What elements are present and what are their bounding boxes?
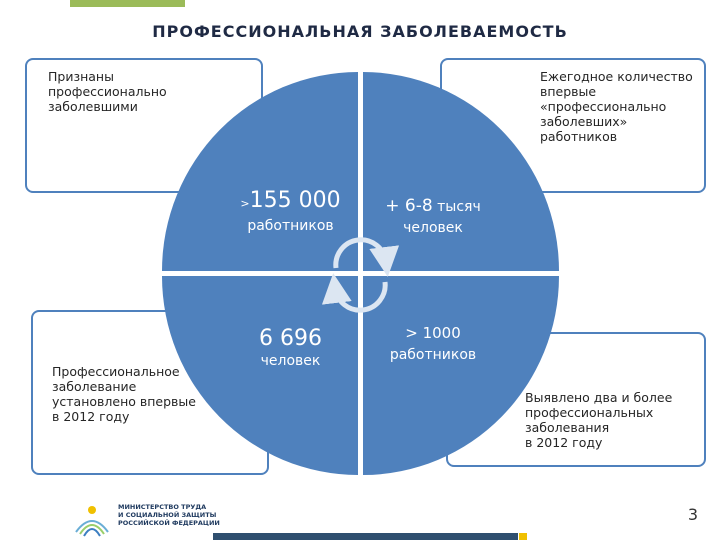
quadrant-bottom-right-text <box>368 320 498 364</box>
quadrant-bottom-left-text <box>228 326 353 370</box>
quadrant-top-right-unit: человек <box>403 220 463 236</box>
quadrant-top-right-text <box>368 192 498 237</box>
ministry-logo-text: МИНИСТЕРСТВО ТРУДА И СОЦИАЛЬНОЙ ЗАЩИТЫ РОССИЙСКОЙ ФЕДЕРАЦИИ <box>118 503 220 527</box>
quadrant-top-left <box>162 72 358 271</box>
bottom-accent-bar <box>519 533 527 540</box>
divider-vertical <box>358 60 363 480</box>
quadrant-bottom-left-unit: человек <box>260 353 321 369</box>
box-bottom-right-text: Выявлено два и более профессиональных заболевания в 2012 году <box>525 390 673 450</box>
page-number: 3 <box>687 505 698 524</box>
box-top-right-text: Ежегодное количество впервые «профессионально заболевших» работников <box>540 69 693 144</box>
divider-horizontal <box>150 271 570 276</box>
quadrant-bottom-left <box>162 276 358 475</box>
ministry-logo-icon <box>72 500 112 540</box>
bottom-decor-bar <box>213 533 518 540</box>
quadrant-top-left-text <box>228 188 353 235</box>
quadrant-top-left-value: >155 000 <box>240 188 341 213</box>
quadrant-top-left-unit: работников <box>247 218 334 234</box>
quadrant-bottom-right-value: > 1000 <box>405 324 461 342</box>
slide-title: ПРОФЕССИОНАЛЬНАЯ ЗАБОЛЕВАЕМОСТЬ <box>152 22 568 41</box>
quadrant-bottom-right <box>363 276 559 475</box>
quadrant-top-right <box>363 72 559 271</box>
quadrant-bottom-left-value: 6 696 <box>259 326 322 351</box>
quadrant-bottom-right-unit: работников <box>389 347 477 363</box>
box-top-left-text: Признаны профессионально заболевшими <box>48 69 167 114</box>
quadrant-top-right-value: + 6-8 тысяч <box>385 196 481 216</box>
box-bottom-left-text: Профессиональное заболевание установлено впервые в 2012 году <box>52 364 196 424</box>
